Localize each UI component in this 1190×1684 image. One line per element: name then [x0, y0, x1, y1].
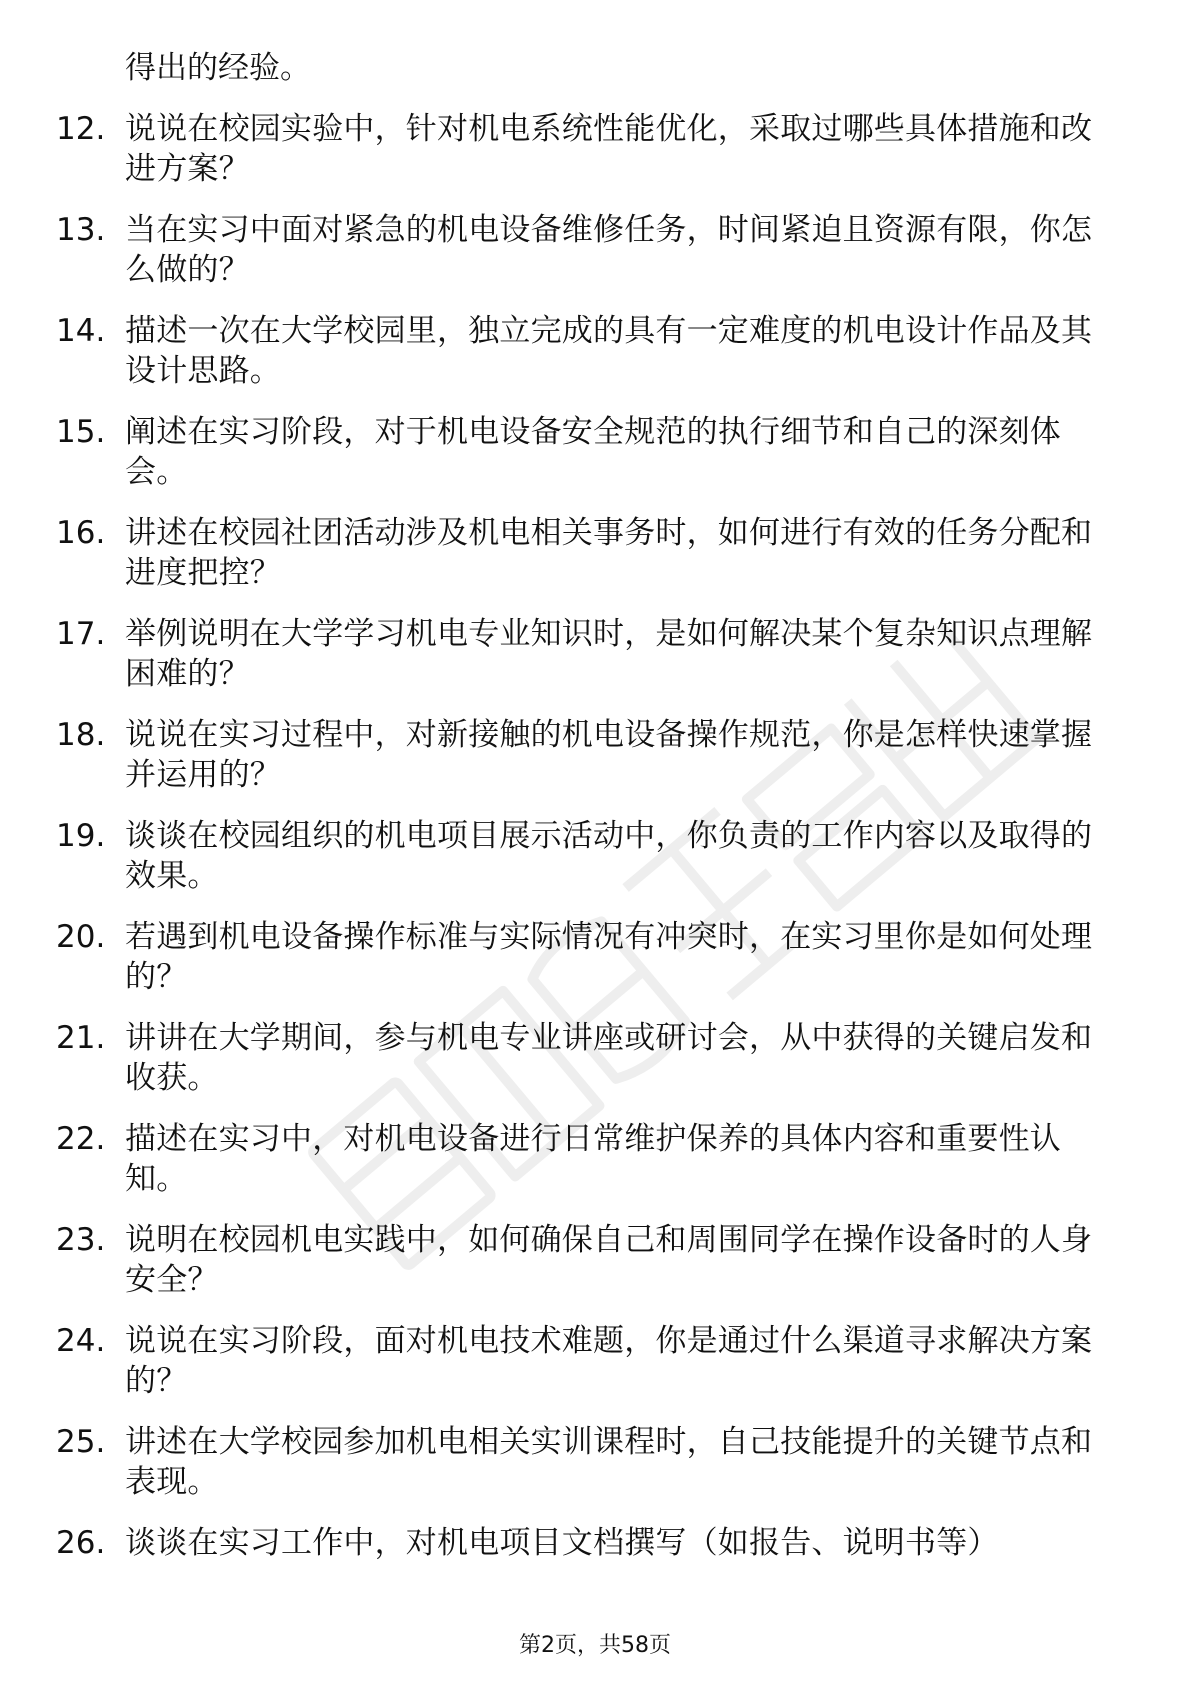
question-text: 若遇到机电设备操作标准与实际情况有冲突时，在实习里你是如何处理的？ — [125, 919, 1093, 995]
question-item — [56, 109, 1106, 189]
question-item — [56, 311, 1106, 391]
question-item — [56, 715, 1106, 795]
question-number: 12. — [56, 111, 106, 147]
question-text: 讲讲在大学期间，参与机电专业讲座或研讨会，从中获得的关键启发和收获。 — [125, 1020, 1093, 1096]
question-item — [56, 1018, 1106, 1098]
question-item — [56, 816, 1106, 896]
question-number: 17. — [56, 616, 106, 652]
question-text: 当在实习中面对紧急的机电设备维修任务，时间紧迫且资源有限，你怎么做的？ — [125, 212, 1093, 288]
question-item — [56, 1220, 1106, 1300]
question-item — [56, 412, 1106, 492]
question-item — [56, 917, 1106, 997]
question-item — [56, 1321, 1106, 1401]
question-number: 15. — [56, 414, 106, 450]
question-text: 描述在实习中，对机电设备进行日常维护保养的具体内容和重要性认知。 — [125, 1121, 1061, 1197]
question-text: 说说在校园实验中，针对机电系统性能优化，采取过哪些具体措施和改进方案？ — [125, 111, 1093, 187]
question-text: 说明在校园机电实践中，如何确保自己和周围同学在操作设备时的人身安全？ — [125, 1222, 1093, 1298]
question-text: 谈谈在校园组织的机电项目展示活动中，你负责的工作内容以及取得的效果。 — [125, 818, 1093, 894]
question-text: 阐述在实习阶段，对于机电设备安全规范的执行细节和自己的深刻体会。 — [125, 414, 1061, 490]
question-number: 24. — [56, 1323, 106, 1359]
question-number: 25. — [56, 1424, 106, 1460]
question-item — [56, 614, 1106, 694]
question-text: 举例说明在大学学习机电专业知识时，是如何解决某个复杂知识点理解困难的？ — [125, 616, 1093, 692]
question-number: 26. — [56, 1525, 106, 1561]
question-list — [56, 109, 1106, 1563]
question-number: 16. — [56, 515, 106, 551]
question-number: 21. — [56, 1020, 106, 1056]
question-number: 13. — [56, 212, 106, 248]
question-number: 19. — [56, 818, 106, 854]
question-text: 讲述在大学校园参加机电相关实训课程时，自己技能提升的关键节点和表现。 — [125, 1424, 1093, 1500]
continuation-text: 得出的经验。 — [125, 50, 311, 86]
question-text: 说说在实习阶段，面对机电技术难题，你是通过什么渠道寻求解决方案的？ — [125, 1323, 1093, 1399]
question-text: 讲述在校园社团活动涉及机电相关事务时，如何进行有效的任务分配和进度把控？ — [125, 515, 1093, 591]
question-text: 谈谈在实习工作中，对机电项目文档撰写（如报告、说明书等） — [125, 1525, 999, 1561]
question-number: 14. — [56, 313, 106, 349]
question-text: 说说在实习过程中，对新接触的机电设备操作规范，你是怎样快速掌握并运用的？ — [125, 717, 1093, 793]
question-item — [56, 210, 1106, 290]
page-footer: 第2页，共58页 — [519, 1633, 671, 1658]
question-item — [56, 1523, 1106, 1563]
question-content — [56, 48, 1106, 1584]
question-text: 描述一次在大学校园里，独立完成的具有一定难度的机电设计作品及其设计思路。 — [125, 313, 1093, 389]
question-number: 23. — [56, 1222, 106, 1258]
question-item — [56, 513, 1106, 593]
question-number: 22. — [56, 1121, 106, 1157]
question-number: 20. — [56, 919, 106, 955]
question-item — [56, 1119, 1106, 1199]
question-number: 18. — [56, 717, 106, 753]
question-item — [56, 1422, 1106, 1502]
